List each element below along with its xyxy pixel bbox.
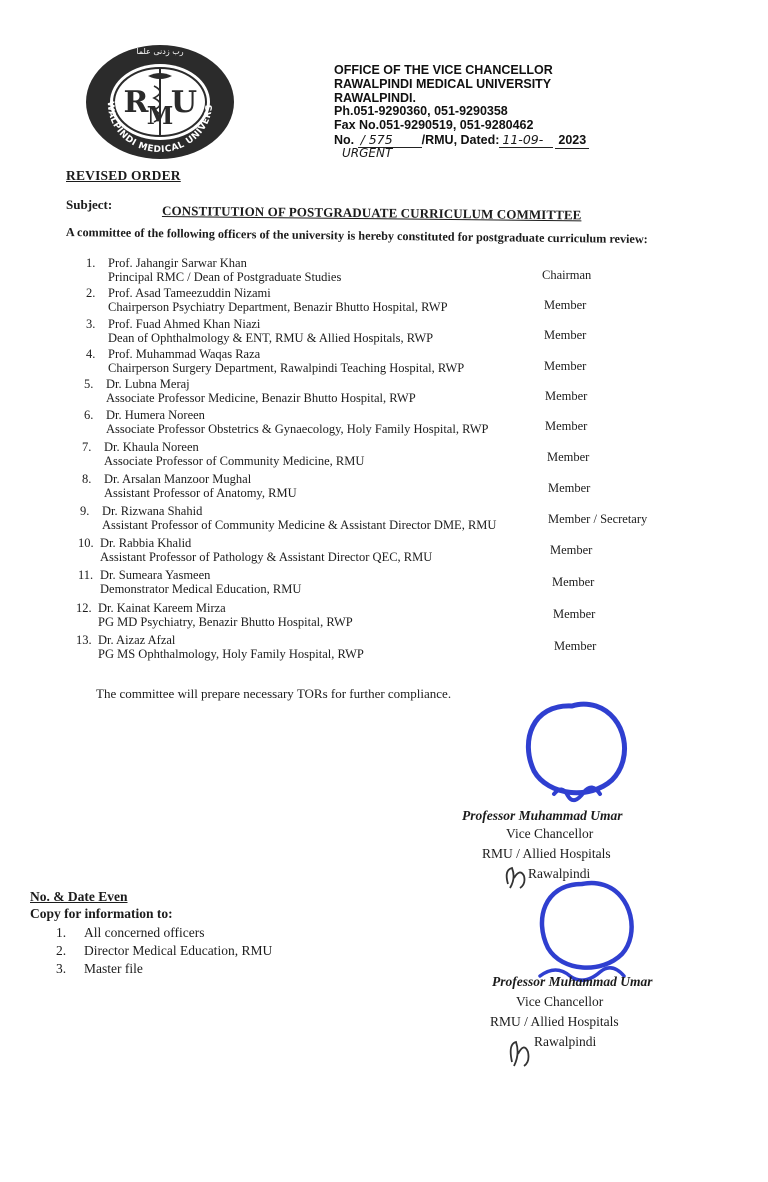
member-designation: Demonstrator Medical Education, RMU [100, 582, 302, 596]
member-name [86, 317, 260, 332]
member-number: 13. [76, 633, 92, 647]
member-number: 5. [84, 377, 94, 391]
member-name-text: Dr. Rabbia Khalid [100, 536, 192, 550]
member-name-text: Prof. Asad Tameezuddin Nizami [108, 286, 271, 300]
member-name-text: Dr. Rizwana Shahid [102, 504, 203, 518]
member-name-text: Prof. Jahangir Sarwar Khan [108, 256, 247, 270]
signatory-title: Vice Chancellor [506, 826, 594, 841]
svg-text:R: R [123, 85, 149, 120]
signature-scribble-icon [512, 696, 642, 816]
member-role: Member [548, 481, 591, 495]
subject-text: CONSTITUTION OF POSTGRADUATE CURRICULUM COMMITTEE [161, 203, 582, 223]
member-name-text: Prof. Fuad Ahmed Khan Niazi [108, 317, 261, 331]
urgent-note: URGENT [342, 146, 393, 160]
member-designation: Associate Professor Medicine, Benazir Bhutto Hospital, RWP [106, 391, 416, 405]
member-name [76, 633, 175, 648]
signatory-city: Rawalpindi [528, 866, 591, 881]
ref-year: 2023 [555, 134, 589, 149]
signature-scribble-icon [526, 876, 646, 988]
member-designation: PG MD Psychiatry, Benazir Bhutto Hospital, RWP [98, 615, 353, 629]
member-role: Chairman [542, 268, 592, 282]
member-role: Member [545, 389, 588, 403]
member-number: 3. [86, 317, 96, 331]
member-number: 10. [78, 536, 94, 550]
member-number: 8. [82, 472, 92, 486]
member-number: 12. [76, 601, 92, 615]
office-line: RAWALPINDI. [334, 90, 416, 105]
member-designation: Chairperson Psychiatry Department, Benazir Bhutto Hospital, RWP [108, 300, 448, 314]
member-designation: PG MS Ophthalmology, Holy Family Hospital, RWP [98, 647, 364, 661]
member-name-text: Dr. Khaula Noreen [104, 440, 199, 454]
member-name [76, 601, 226, 616]
intro-paragraph: A committee of the following officers of the university is hereby constituted for postgraduate curriculum review: [65, 225, 648, 247]
member-role: Member [547, 450, 590, 464]
signatory-name: Professor Muhammad Umar [462, 808, 623, 823]
member-name-text: Dr. Humera Noreen [106, 408, 205, 422]
member-number: 11. [78, 568, 94, 582]
member-designation: Assistant Professor of Community Medicine & Assistant Director DME, RMU [102, 518, 497, 532]
member-name-text: Dr. Lubna Meraj [106, 377, 190, 391]
member-name [86, 286, 271, 301]
member-role: Member [544, 359, 587, 373]
svg-text:U: U [170, 85, 198, 120]
svg-text:RAWALPINDI MEDICAL UNIVERSITY: WALPINDI MEDICAL UNIVERS [104, 101, 216, 156]
member-role: Member [544, 328, 587, 342]
member-number: 4. [86, 347, 96, 361]
office-line: RAWALPINDI MEDICAL UNIVERSITY [334, 76, 552, 91]
subject-label: Subject: [66, 197, 113, 212]
signatory-title: Vice Chancellor [516, 994, 604, 1009]
member-designation: Assistant Professor of Anatomy, RMU [104, 486, 297, 500]
copy-item: 2. Director Medical Education, RMU [56, 943, 273, 958]
member-name [84, 408, 205, 423]
member-role: Member [544, 298, 587, 312]
document-heading: REVISED ORDER [66, 168, 181, 183]
ref-label: No. [334, 132, 355, 147]
member-role: Member [553, 607, 596, 621]
no-date-even: No. & Date Even [30, 889, 128, 904]
member-designation: Principal RMC / Dean of Postgraduate Studies [108, 270, 342, 284]
member-name [86, 256, 247, 271]
signatory-org: RMU / Allied Hospitals [482, 846, 611, 861]
member-designation: Assistant Professor of Pathology & Assistant Director QEC, RMU [100, 550, 433, 564]
svg-text:رب زدنی علما: رب زدنی علما [136, 47, 184, 56]
member-name [78, 568, 210, 583]
member-designation: Associate Professor of Community Medicine, RMU [104, 454, 365, 468]
member-number: 1. [86, 256, 96, 270]
member-name [82, 440, 199, 455]
member-name [78, 536, 191, 551]
member-number: 6. [84, 408, 94, 422]
member-name [82, 472, 251, 487]
signatory-city: Rawalpindi [534, 1034, 597, 1049]
member-designation: Chairperson Surgery Department, Rawalpindi Teaching Hospital, RWP [108, 361, 465, 375]
member-role: Member [545, 419, 588, 433]
copy-heading: Copy for information to: [30, 906, 173, 921]
member-name-text: Dr. Aizaz Afzal [98, 633, 176, 647]
closing-paragraph: The committee will prepare necessary TORs for further compliance. [96, 686, 452, 701]
member-name [80, 504, 202, 519]
copy-item: 1. All concerned officers [56, 925, 205, 940]
member-name-text: Dr. Sumeara Yasmeen [100, 568, 211, 582]
member-number: 7. [82, 440, 92, 454]
svg-text:M: M [146, 101, 174, 130]
member-name [84, 377, 190, 392]
signatory-org: RMU / Allied Hospitals [490, 1014, 619, 1029]
member-role: Member [554, 639, 597, 653]
ref-date: 11-09- [499, 133, 553, 148]
member-name-text: Dr. Arsalan Manzoor Mughal [104, 472, 252, 486]
ref-suffix: /RMU, Dated: [421, 132, 500, 147]
initials-scribble-icon [506, 1036, 536, 1070]
signatory-name: Professor Muhammad Umar [492, 974, 653, 989]
member-number: 9. [80, 504, 90, 518]
ref-number: / 575 [358, 133, 422, 148]
member-name-text: Prof. Muhammad Waqas Raza [108, 347, 261, 361]
member-role: Member [552, 575, 595, 589]
copy-item: 3. Master file [56, 961, 143, 976]
member-designation: Associate Professor Obstetrics & Gynaecology, Holy Family Hospital, RWP [106, 422, 489, 436]
member-number: 2. [86, 286, 96, 300]
member-name-text: Dr. Kainat Kareem Mirza [98, 601, 226, 615]
office-line: OFFICE OF THE VICE CHANCELLOR [334, 63, 553, 77]
member-role: Member / Secretary [548, 512, 648, 526]
member-role: Member [550, 543, 593, 557]
office-line: Ph.051-9290360, 051-9290358 [334, 104, 508, 119]
member-designation: Dean of Ophthalmology & ENT, RMU & Allied Hospitals, RWP [108, 331, 434, 345]
office-line: Fax No.051-9290519, 051-9280462 [334, 118, 534, 133]
member-name [86, 347, 260, 362]
